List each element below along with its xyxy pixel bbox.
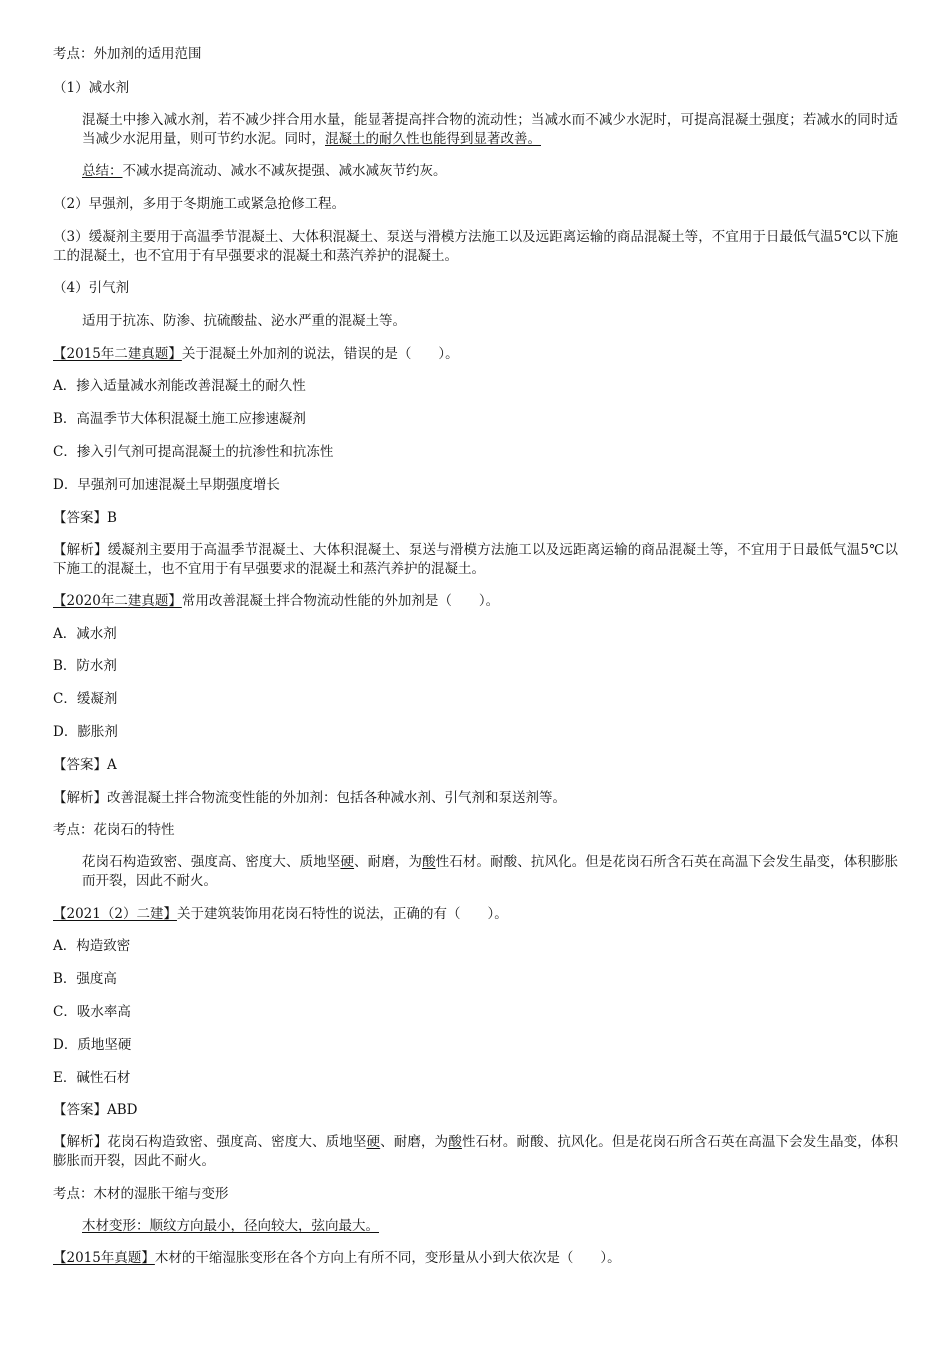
question-3-analysis-c: 性石材。耐酸、抗风化。但是花岗石所含石英在高温下会发生晶变，体积膨胀而开裂，因此不耐火。 xyxy=(53,1134,899,1169)
question-3-option-d: D．质地坚硬 xyxy=(53,1037,132,1053)
question-3-analysis-hard: 硬 xyxy=(366,1134,381,1150)
question-2-option-a: A．减水剂 xyxy=(53,626,117,642)
question-1-stem xyxy=(53,345,898,364)
question-3-analysis-a: 【解析】花岗石构造致密、强度高、密度大、质地坚 xyxy=(53,1134,367,1150)
question-2-option-b: B．防水剂 xyxy=(53,658,117,674)
paragraph-granite xyxy=(82,853,898,891)
question-2-text: 常用改善混凝土拌合物流动性能的外加剂是（ ）。 xyxy=(181,593,500,609)
question-3-option-a: A．构造致密 xyxy=(53,938,131,954)
question-3-analysis-b: 、耐磨，为 xyxy=(380,1134,449,1150)
question-2-analysis: 【解析】改善混凝土拌合物流变性能的外加剂：包括各种减水剂、引气剂和泵送剂等。 xyxy=(53,790,566,806)
summary-line xyxy=(82,162,898,181)
paragraph-granite-a: 花岗石构造致密、强度高、密度大、质地坚 xyxy=(82,854,341,870)
summary-label: 总结： xyxy=(82,163,123,179)
paragraph-granite-c: 性石材。耐酸、抗风化。但是花岗石所含石英在高温下会发生晶变，体积膨胀而开裂，因此不耐火。 xyxy=(82,854,899,889)
kaodian-wood: 考点：木材的湿胀干缩与变形 xyxy=(53,1186,229,1202)
heading-water-reducer: （1）减水剂 xyxy=(53,80,130,96)
heading-air-entraining: （4）引气剂 xyxy=(53,280,130,296)
question-2-option-c: C．缓凝剂 xyxy=(53,691,118,707)
question-4-tag: 【2015年真题】 xyxy=(53,1250,155,1266)
question-1-option-a: A．掺入适量减水剂能改善混凝土的耐久性 xyxy=(53,378,306,394)
kaodian-admixture: 考点：外加剂的适用范围 xyxy=(53,46,202,62)
question-1-analysis: 【解析】缓凝剂主要用于高温季节混凝土、大体积混凝土、泵送与滑模方法施工以及远距离运输的商品混凝土等，不宜用于日最低气温5℃以下施工的混凝土，也不宜用于有早强要求的混凝土和蒸汽养护的混凝土。 xyxy=(53,542,898,577)
question-2-option-d: D．膨胀剂 xyxy=(53,724,118,740)
question-3-stem xyxy=(53,905,898,924)
wood-deformation-text: 木材变形：顺纹方向最小，径向较大，弦向最大。 xyxy=(82,1218,379,1234)
question-1-answer: 【答案】B xyxy=(53,510,117,526)
question-1-option-c: C．掺入引气剂可提高混凝土的抗渗性和抗冻性 xyxy=(53,444,334,460)
question-2-stem xyxy=(53,592,898,611)
question-3-option-c: C．吸水率高 xyxy=(53,1004,131,1020)
question-1-option-b: B．高温季节大体积混凝土施工应掺速凝剂 xyxy=(53,411,306,427)
paragraph-water-reducer xyxy=(82,111,898,149)
question-4-text: 木材的干缩湿胀变形在各个方向上有所不同，变形量从小到大依次是（ ）。 xyxy=(154,1250,621,1266)
question-1-text: 关于混凝土外加剂的说法，错误的是（ ）。 xyxy=(181,346,459,362)
question-4-stem xyxy=(53,1249,898,1268)
paragraph-water-reducer-underlined: 混凝土的耐久性也能得到显著改善。 xyxy=(325,131,541,147)
question-1-option-d: D．早强剂可加速混凝土早期强度增长 xyxy=(53,477,280,493)
heading-retarder: （3）缓凝剂主要用于高温季节混凝土、大体积混凝土、泵送与滑模方法施工以及远距离运输的商品混凝土等，不宜用于日最低气温5℃以下施工的混凝土，也不宜用于有早强要求的混凝土和蒸汽养护的混凝土。 xyxy=(53,229,898,264)
question-3-tag: 【2021（2）二建】 xyxy=(53,906,177,922)
paragraph-granite-acid: 酸 xyxy=(422,854,436,870)
summary-text: 不减水提高流动、减水不减灰提强、减水减灰节约灰。 xyxy=(122,163,447,179)
kaodian-granite: 考点：花岗石的特性 xyxy=(53,822,175,838)
question-3-option-b: B．强度高 xyxy=(53,971,117,987)
question-2-tag: 【2020年二建真题】 xyxy=(53,593,182,609)
paragraph-water-reducer-text: 混凝土中掺入减水剂，若不减少拌合用水量，能显著提高拌合物的流动性；当减水而不减少水泥时，可提高混凝土强度；若减水的同时适当减少水泥用量，则可节约水泥。同时， xyxy=(82,112,898,147)
paragraph-air-entraining: 适用于抗冻、防渗、抗硫酸盐、泌水严重的混凝土等。 xyxy=(82,313,406,329)
paragraph-granite-hard: 硬 xyxy=(340,854,355,870)
question-3-analysis xyxy=(53,1133,898,1171)
question-3-analysis-acid: 酸 xyxy=(448,1134,462,1150)
question-3-option-e: E．碱性石材 xyxy=(53,1070,131,1086)
question-3-text: 关于建筑装饰用花岗石特性的说法，正确的有（ ）。 xyxy=(176,906,508,922)
heading-early-strength: （2）早强剂，多用于冬期施工或紧急抢修工程。 xyxy=(53,196,346,212)
question-3-answer: 【答案】ABD xyxy=(53,1102,138,1118)
wood-deformation-note xyxy=(82,1217,898,1236)
paragraph-granite-b: 、耐磨，为 xyxy=(354,854,423,870)
question-2-answer: 【答案】A xyxy=(53,757,117,773)
question-1-tag: 【2015年二建真题】 xyxy=(53,346,182,362)
